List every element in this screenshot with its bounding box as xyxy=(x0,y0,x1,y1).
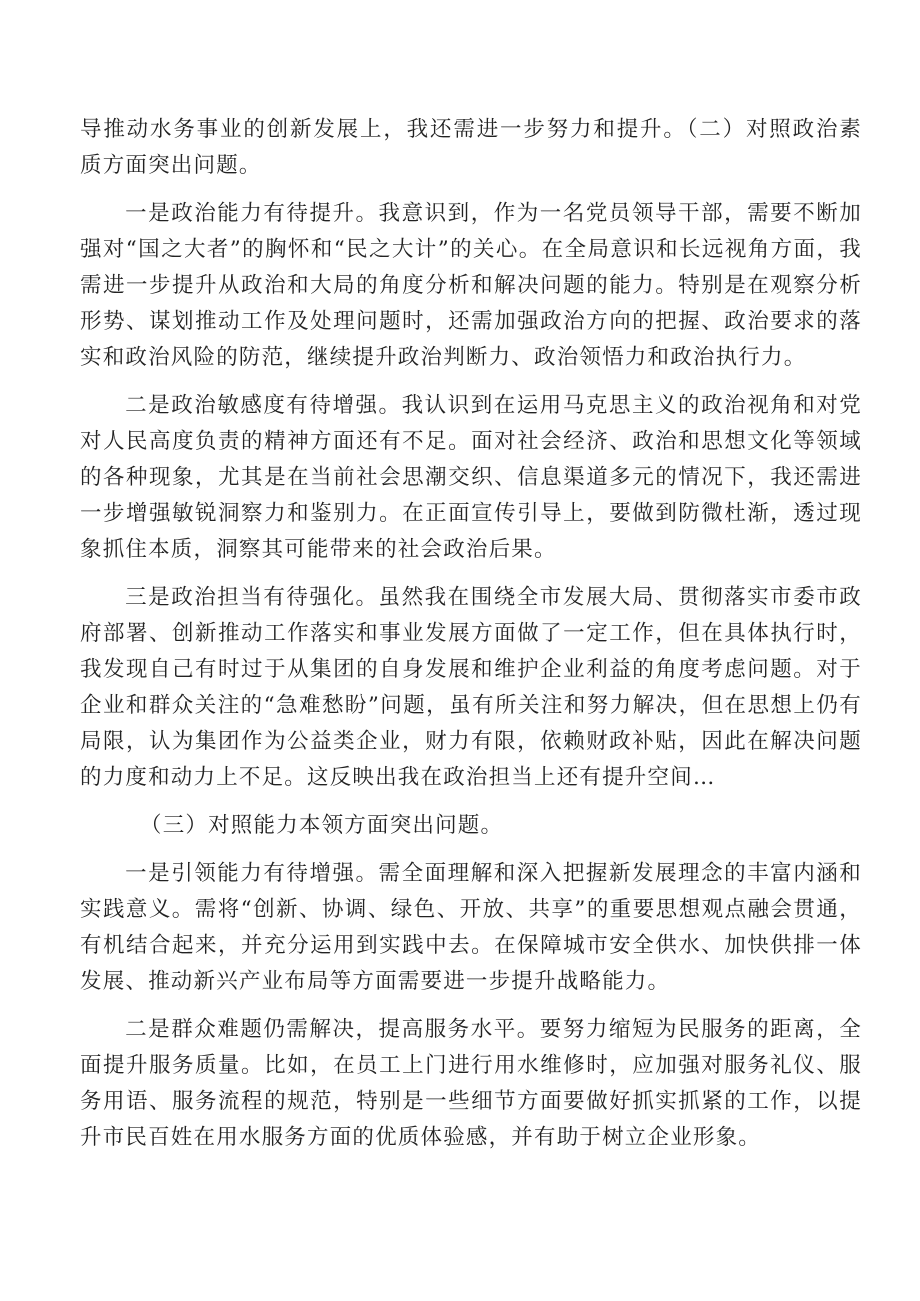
paragraph-service-level: 二是群众难题仍需解决，提高服务水平。要努力缩短为民服务的距离，全面提升服务质量。比如，在员工上门进行用水维修时，应加强对服务礼仪、服务用语、服务流程的规范，特别是一些细节方面要做好抓实抓紧的工作，以提升市民百姓在用水服务方面的优质体验感，并有助于树立企业形象。 xyxy=(80,1017,862,1150)
paragraph-political-ability: 一是政治能力有待提升。我意识到，作为一名党员领导干部，需要不断加强对“国之大者”的胸怀和“民之大计”的关心。在全局意识和长远视角方面，我需进一步提升从政治和大局的角度分析和解决问题的能力。特别是在观察分析形势、谋划推动工作及处理问题时，还需加强政治方向的把握、政治要求的落实和政治风险的防范，继续提升政治判断力、政治领悟力和政治执行力。 xyxy=(80,201,862,370)
paragraph-leadership-ability: 一是引领能力有待增强。需全面理解和深入把握新发展理念的丰富内涵和实践意义。需将“创新、协调、绿色、开放、共享”的重要思想观点融会贯通，有机结合起来，并充分运用到实践中去。在保障城市安全供水、加快供排一体发展、推动新兴产业布局等方面需要进一步提升战略能力。 xyxy=(80,861,862,994)
paragraph-political-responsibility: 三是政治担当有待强化。虽然我在围绕全市发展大局、贯彻落实市委市政府部署、创新推动工作落实和事业发展方面做了一定工作，但在具体执行时，我发现自己有时过于从集团的自身发展和维护企业利益的角度考虑问题。对于企业和群众关注的“急难愁盼”问题，虽有所关注和努力解决，但在思想上仍有局限，认为集团作为公益类企业，财力有限，依赖财政补贴，因此在解决问题的力度和动力上不足。这反映出我在政治担当上还有提升空间… xyxy=(80,585,862,790)
paragraph-political-sensitivity: 二是政治敏感度有待增强。我认识到在运用马克思主义的政治视角和对党对人民高度负责的精神方面还有不足。面对社会经济、政治和思想文化等领域的各种现象，尤其是在当前社会思潮交织、信息渠道多元的情况下，我还需进一步增强敏锐洞察力和鉴别力。在正面宣传引导上，要做到防微杜渐，透过现象抓住本质，洞察其可能带来的社会政治后果。 xyxy=(80,393,862,562)
document-body xyxy=(80,112,862,1168)
section-heading-capability: （三）对照能力本领方面突出问题。 xyxy=(140,813,504,838)
paragraph-continuation: 导推动水务事业的创新发展上，我还需进一步努力和提升。（二）对照政治素质方面突出问题。 xyxy=(80,117,862,178)
